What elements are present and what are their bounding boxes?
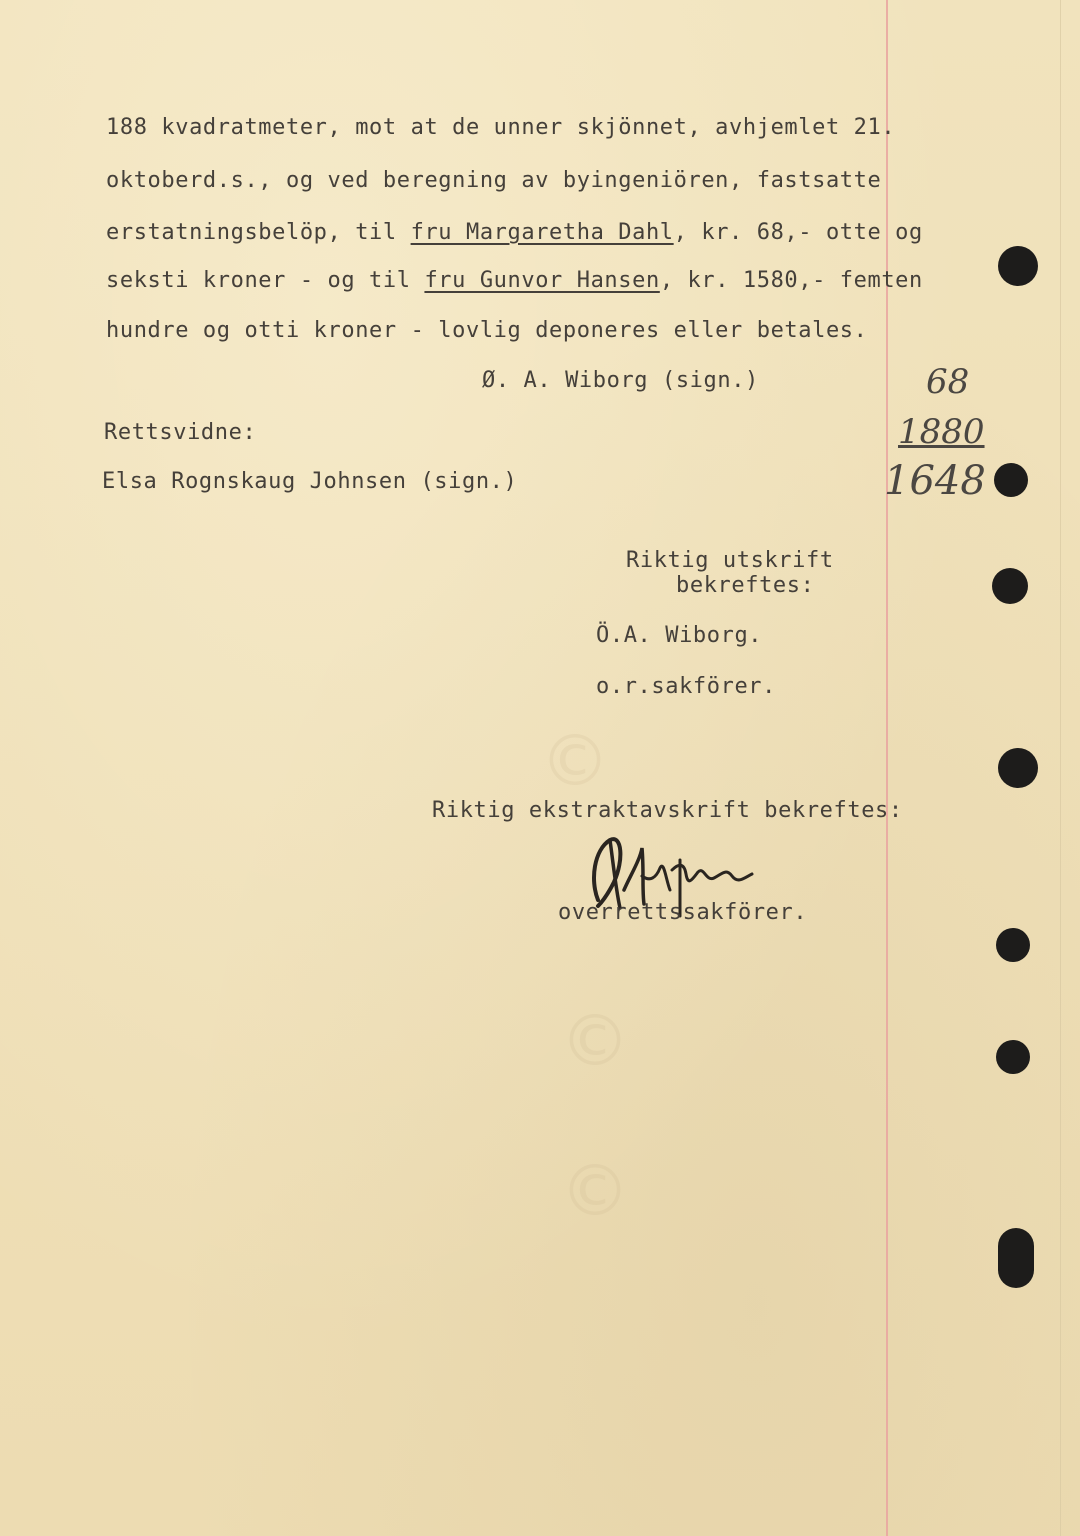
underlined-name: fru Gunvor Hansen xyxy=(424,268,660,293)
punch-hole xyxy=(998,1228,1034,1288)
final-title: overrettssakförer. xyxy=(558,900,808,925)
certify-line-1: Riktig utskrift xyxy=(626,548,834,573)
punch-hole xyxy=(996,1040,1030,1074)
punch-hole xyxy=(998,246,1038,286)
page-edge-line xyxy=(1060,0,1061,1536)
body-line-3: erstatningsbelöp, til fru Margaretha Dahl, kr. 68,- otte og xyxy=(106,220,923,245)
signature-line: Ø. A. Wiborg (sign.) xyxy=(482,368,759,393)
extract-certify-line: Riktig ekstraktavskrift bekreftes: xyxy=(432,798,903,823)
margin-note-1880: 1880 xyxy=(898,412,985,452)
punch-hole xyxy=(996,928,1030,962)
punch-hole xyxy=(998,748,1038,788)
punch-hole xyxy=(994,463,1028,497)
punch-hole xyxy=(992,568,1028,604)
certify-title: o.r.sakförer. xyxy=(596,674,776,699)
body-line-1: 188 kvadratmeter, mot at de unner skjönnet, avhjemlet 21. xyxy=(106,115,896,140)
certify-line-2: bekreftes: xyxy=(676,573,815,598)
witness-label: Rettsvidne: xyxy=(104,420,257,445)
margin-note-1648: 1648 xyxy=(884,458,986,504)
body-line-4: seksti kroner - og til fru Gunvor Hansen, kr. 1580,- femten xyxy=(106,268,923,293)
body-line-2: oktoberd.s., og ved beregning av byingeniören, fastsatte xyxy=(106,168,882,193)
underlined-name: fru Margaretha Dahl xyxy=(410,220,674,245)
body-line-5: hundre og otti kroner - lovlig deponeres eller betales. xyxy=(106,318,868,343)
bleed-through-mark: © xyxy=(560,1150,630,1232)
bleed-through-mark: © xyxy=(560,1000,630,1082)
certify-name: Ö.A. Wiborg. xyxy=(596,623,763,648)
bleed-through-mark: © xyxy=(540,720,610,802)
witness-name: Elsa Rognskaug Johnsen (sign.) xyxy=(102,469,518,494)
margin-note-68: 68 xyxy=(926,362,970,402)
